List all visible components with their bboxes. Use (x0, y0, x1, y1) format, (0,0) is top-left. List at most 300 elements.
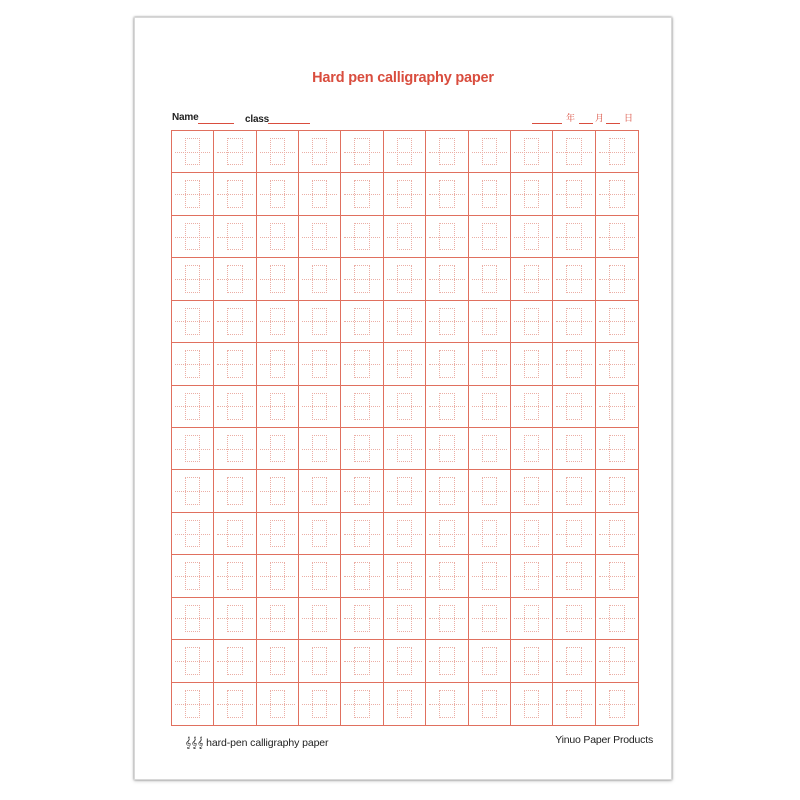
grid-cell (596, 640, 638, 682)
cell-guide-midline (599, 534, 635, 535)
grid-cell (299, 598, 341, 640)
grid-cell (553, 683, 595, 725)
grid-cell (384, 555, 426, 597)
cell-guide-midline (260, 704, 295, 705)
calligraphy-sheet (134, 17, 672, 780)
cell-guide-midline (429, 704, 464, 705)
cell-guide-midline (599, 576, 635, 577)
cell-guide-midline (344, 364, 379, 365)
grid-cell (511, 640, 553, 682)
grid-cell (172, 428, 214, 470)
grid-cell (299, 173, 341, 215)
grid-cell (553, 513, 595, 555)
cell-guide-midline (217, 449, 252, 450)
grid-cell (469, 513, 511, 555)
grid-cell (426, 173, 468, 215)
grid-cell (341, 386, 383, 428)
grid-cell (257, 640, 299, 682)
cell-guide-midline (556, 576, 591, 577)
cell-guide-midline (429, 661, 464, 662)
cell-guide-midline (472, 321, 507, 322)
cell-guide-midline (302, 321, 337, 322)
cell-guide-midline (175, 194, 210, 195)
grid-cell (469, 428, 511, 470)
grid-cell (553, 428, 595, 470)
cell-guide-midline (302, 449, 337, 450)
grid-cell (257, 386, 299, 428)
grid-cell (469, 470, 511, 512)
cell-guide-midline (302, 576, 337, 577)
grid-cell (299, 343, 341, 385)
cell-guide-midline (472, 406, 507, 407)
cell-guide-midline (472, 661, 507, 662)
cell-guide-midline (514, 661, 549, 662)
grid-cell (596, 386, 638, 428)
grid-cell (172, 216, 214, 258)
cell-guide-midline (472, 704, 507, 705)
cell-guide-midline (387, 321, 422, 322)
cell-guide-midline (556, 364, 591, 365)
grid-cell (214, 598, 256, 640)
grid-cell (257, 470, 299, 512)
grid-cell (553, 598, 595, 640)
grid-cell (172, 301, 214, 343)
cell-guide-midline (514, 618, 549, 619)
grid-cell (426, 428, 468, 470)
cell-guide-midline (217, 406, 252, 407)
day-underline (606, 123, 620, 124)
cell-guide-midline (387, 237, 422, 238)
grid-cell (257, 301, 299, 343)
cell-guide-midline (472, 618, 507, 619)
cell-guide-midline (429, 237, 464, 238)
grid-cell (469, 683, 511, 725)
day-char: 日 (624, 114, 634, 124)
cell-guide-midline (344, 406, 379, 407)
grid-cell (257, 343, 299, 385)
grid-cell (214, 258, 256, 300)
grid-cell (214, 386, 256, 428)
grid-cell (214, 555, 256, 597)
cell-guide-midline (302, 194, 337, 195)
cell-guide-midline (175, 237, 210, 238)
grid-cell (426, 131, 468, 173)
grid-cell (214, 513, 256, 555)
grid-cell (511, 173, 553, 215)
grid-cell (341, 131, 383, 173)
grid-cell (172, 470, 214, 512)
cell-guide-midline (472, 491, 507, 492)
cell-guide-midline (556, 661, 591, 662)
cell-guide-midline (217, 534, 252, 535)
cell-guide-midline (175, 449, 210, 450)
cell-guide-midline (514, 237, 549, 238)
cell-guide-midline (260, 491, 295, 492)
grid-cell (511, 513, 553, 555)
grid-cell (511, 386, 553, 428)
grid-cell (596, 513, 638, 555)
cell-guide-midline (556, 449, 591, 450)
class-label: class (245, 114, 270, 125)
cell-guide-midline (514, 704, 549, 705)
writing-grid (171, 130, 639, 726)
grid-cell (511, 428, 553, 470)
grid-cell (341, 555, 383, 597)
grid-cell (172, 386, 214, 428)
cell-guide-midline (344, 534, 379, 535)
grid-cell (341, 513, 383, 555)
cell-guide-midline (260, 576, 295, 577)
cell-guide-midline (175, 491, 210, 492)
cell-guide-midline (472, 152, 507, 153)
cell-guide-midline (302, 704, 337, 705)
grid-cell (384, 258, 426, 300)
grid-cell (257, 131, 299, 173)
grid-cell (469, 131, 511, 173)
cell-guide-midline (217, 618, 252, 619)
grid-cell (341, 343, 383, 385)
grid-cell (469, 386, 511, 428)
grid-cell (596, 216, 638, 258)
year-underline (532, 123, 562, 124)
cell-guide-midline (387, 194, 422, 195)
cell-guide-midline (472, 449, 507, 450)
grid-cell (596, 683, 638, 725)
cell-guide-midline (175, 406, 210, 407)
cell-guide-midline (344, 491, 379, 492)
grid-cell (596, 428, 638, 470)
grid-cell (511, 683, 553, 725)
grid-cell (299, 301, 341, 343)
cell-guide-midline (472, 364, 507, 365)
grid-cell (172, 258, 214, 300)
grid-cell (553, 555, 595, 597)
name-underline (198, 123, 234, 124)
grid-cell (426, 216, 468, 258)
cell-guide-midline (175, 534, 210, 535)
grid-cell (384, 683, 426, 725)
cell-guide-midline (175, 618, 210, 619)
cell-guide-midline (260, 661, 295, 662)
grid-cell (214, 216, 256, 258)
cell-guide-midline (260, 152, 295, 153)
grid-cell (384, 386, 426, 428)
cell-guide-midline (260, 618, 295, 619)
grid-cell (511, 598, 553, 640)
grid-cell (553, 131, 595, 173)
grid-cell (596, 173, 638, 215)
cell-guide-midline (217, 704, 252, 705)
grid-cell (511, 343, 553, 385)
cell-guide-midline (175, 661, 210, 662)
grid-cell (341, 301, 383, 343)
cell-guide-midline (344, 449, 379, 450)
grid-cell (596, 258, 638, 300)
cell-guide-midline (387, 491, 422, 492)
cell-guide-midline (175, 576, 210, 577)
grid-cell (596, 470, 638, 512)
cell-guide-midline (556, 152, 591, 153)
cell-guide-midline (387, 704, 422, 705)
cell-guide-midline (260, 321, 295, 322)
cell-guide-midline (429, 449, 464, 450)
cell-guide-midline (217, 237, 252, 238)
grid-cell (257, 683, 299, 725)
cell-guide-midline (429, 406, 464, 407)
cell-guide-midline (556, 321, 591, 322)
grid-cell (214, 683, 256, 725)
grid-cell (257, 258, 299, 300)
cell-guide-midline (344, 704, 379, 705)
cell-guide-midline (344, 237, 379, 238)
cell-guide-midline (429, 194, 464, 195)
cell-guide-midline (599, 279, 635, 280)
cell-guide-midline (599, 194, 635, 195)
grid-cell (341, 428, 383, 470)
cell-guide-midline (429, 364, 464, 365)
grid-cell (299, 131, 341, 173)
cell-guide-midline (556, 704, 591, 705)
cell-guide-midline (472, 279, 507, 280)
cell-guide-midline (175, 321, 210, 322)
cell-guide-midline (387, 279, 422, 280)
cell-guide-midline (217, 279, 252, 280)
grid-cell (299, 470, 341, 512)
cell-guide-midline (514, 406, 549, 407)
grid-cell (299, 513, 341, 555)
grid-cell (469, 216, 511, 258)
grid-cell (426, 555, 468, 597)
cell-guide-midline (344, 576, 379, 577)
grid-cell (469, 555, 511, 597)
grid-cell (257, 173, 299, 215)
class-underline (268, 123, 310, 124)
cell-guide-midline (344, 321, 379, 322)
grid-cell (341, 470, 383, 512)
grid-cell (299, 683, 341, 725)
grid-cell (341, 598, 383, 640)
grid-cell (257, 216, 299, 258)
grid-cell (299, 386, 341, 428)
cell-guide-midline (556, 279, 591, 280)
grid-cell (553, 216, 595, 258)
grid-cell (553, 640, 595, 682)
cell-guide-midline (302, 237, 337, 238)
grid-cell (384, 173, 426, 215)
grid-cell (596, 301, 638, 343)
cell-guide-midline (514, 534, 549, 535)
grid-cell (511, 131, 553, 173)
grid-cell (384, 301, 426, 343)
cell-guide-midline (429, 279, 464, 280)
grid-cell (341, 258, 383, 300)
cell-guide-midline (217, 576, 252, 577)
grid-cell (553, 173, 595, 215)
grid-cell (172, 555, 214, 597)
grid-cell (553, 301, 595, 343)
grid-cell (172, 343, 214, 385)
cell-guide-midline (556, 406, 591, 407)
grid-cell (257, 428, 299, 470)
cell-guide-midline (429, 491, 464, 492)
cell-guide-midline (472, 576, 507, 577)
cell-guide-midline (344, 152, 379, 153)
grid-cell (426, 343, 468, 385)
grid-cell (426, 470, 468, 512)
grid-cell (511, 470, 553, 512)
cell-guide-midline (599, 406, 635, 407)
cell-guide-midline (429, 576, 464, 577)
grid-cell (341, 640, 383, 682)
grid-cell (511, 301, 553, 343)
grid-cell (596, 598, 638, 640)
cell-guide-midline (175, 364, 210, 365)
cell-guide-midline (429, 534, 464, 535)
cell-guide-midline (302, 406, 337, 407)
grid-cell (426, 598, 468, 640)
cell-guide-midline (302, 491, 337, 492)
cell-guide-midline (556, 534, 591, 535)
publisher-label: Yinuo Paper Products (555, 734, 653, 746)
cell-guide-midline (344, 618, 379, 619)
grid-cell (214, 343, 256, 385)
grid-cell (426, 683, 468, 725)
year-char: 年 (566, 114, 576, 124)
cell-guide-midline (387, 364, 422, 365)
grid-cell (341, 683, 383, 725)
grid-cell (214, 640, 256, 682)
grid-cell (257, 598, 299, 640)
cell-guide-midline (514, 321, 549, 322)
grid-cell (299, 428, 341, 470)
grid-cell (299, 640, 341, 682)
page-title: Hard pen calligraphy paper (312, 70, 494, 86)
cell-guide-midline (175, 279, 210, 280)
grid-cell (511, 555, 553, 597)
cell-guide-midline (217, 194, 252, 195)
cell-guide-midline (302, 152, 337, 153)
cell-guide-midline (302, 534, 337, 535)
grid-cell (426, 258, 468, 300)
cell-guide-midline (599, 491, 635, 492)
cell-guide-midline (514, 152, 549, 153)
grid-cell (426, 640, 468, 682)
grid-cell (214, 173, 256, 215)
cell-guide-midline (217, 364, 252, 365)
cell-guide-midline (302, 661, 337, 662)
cell-guide-midline (387, 661, 422, 662)
cell-guide-midline (217, 661, 252, 662)
cell-guide-midline (556, 237, 591, 238)
grid-cell (553, 386, 595, 428)
cell-guide-midline (599, 364, 635, 365)
cell-guide-midline (260, 279, 295, 280)
cell-guide-midline (472, 237, 507, 238)
grid-cell (469, 258, 511, 300)
grid-cell (299, 216, 341, 258)
cell-guide-midline (514, 279, 549, 280)
cell-guide-midline (387, 534, 422, 535)
cell-guide-midline (217, 152, 252, 153)
grid-cell (172, 173, 214, 215)
cell-guide-midline (387, 152, 422, 153)
cell-guide-midline (260, 194, 295, 195)
cell-guide-midline (387, 576, 422, 577)
grid-cell (469, 173, 511, 215)
grid-cell (257, 513, 299, 555)
cell-guide-midline (599, 618, 635, 619)
footer-caption: 𝄞𝄞𝄞 hard-pen calligraphy paper (185, 737, 329, 749)
cell-guide-midline (387, 449, 422, 450)
grid-cell (384, 216, 426, 258)
grid-cell (596, 131, 638, 173)
grid-cell (299, 555, 341, 597)
grid-cell (172, 131, 214, 173)
grid-cell (469, 598, 511, 640)
grid-cell (596, 555, 638, 597)
cell-guide-midline (556, 194, 591, 195)
cell-guide-midline (599, 152, 635, 153)
grid-cell (553, 343, 595, 385)
grid-cell (384, 598, 426, 640)
month-char: 月 (595, 114, 605, 124)
grid-cell (426, 301, 468, 343)
cell-guide-midline (217, 321, 252, 322)
grid-cell (214, 131, 256, 173)
cell-guide-midline (599, 449, 635, 450)
cell-guide-midline (599, 321, 635, 322)
grid-cell (596, 343, 638, 385)
cell-guide-midline (302, 618, 337, 619)
grid-cell (469, 343, 511, 385)
grid-cell (384, 343, 426, 385)
cell-guide-midline (217, 491, 252, 492)
grid-cell (384, 428, 426, 470)
grid-cell (341, 216, 383, 258)
cell-guide-midline (302, 279, 337, 280)
name-label: Name (172, 112, 199, 123)
grid-cell (172, 513, 214, 555)
cell-guide-midline (429, 618, 464, 619)
grid-cell (214, 301, 256, 343)
cell-guide-midline (599, 704, 635, 705)
cell-guide-midline (260, 534, 295, 535)
grid-cell (214, 428, 256, 470)
cell-guide-midline (344, 279, 379, 280)
cell-guide-midline (175, 704, 210, 705)
grid-cell (511, 258, 553, 300)
grid-cell (172, 640, 214, 682)
cell-guide-midline (387, 406, 422, 407)
cell-guide-midline (472, 194, 507, 195)
grid-cell (299, 258, 341, 300)
grid-cell (553, 470, 595, 512)
cell-guide-midline (260, 364, 295, 365)
grid-cell (469, 640, 511, 682)
cell-guide-midline (514, 364, 549, 365)
cell-guide-midline (344, 194, 379, 195)
cell-guide-midline (302, 364, 337, 365)
cell-guide-midline (514, 576, 549, 577)
grid-cell (384, 470, 426, 512)
cell-guide-midline (260, 449, 295, 450)
cell-guide-midline (344, 661, 379, 662)
cell-guide-midline (387, 618, 422, 619)
grid-cell (384, 513, 426, 555)
grid-cell (426, 386, 468, 428)
grid-cell (426, 513, 468, 555)
grid-cell (341, 173, 383, 215)
